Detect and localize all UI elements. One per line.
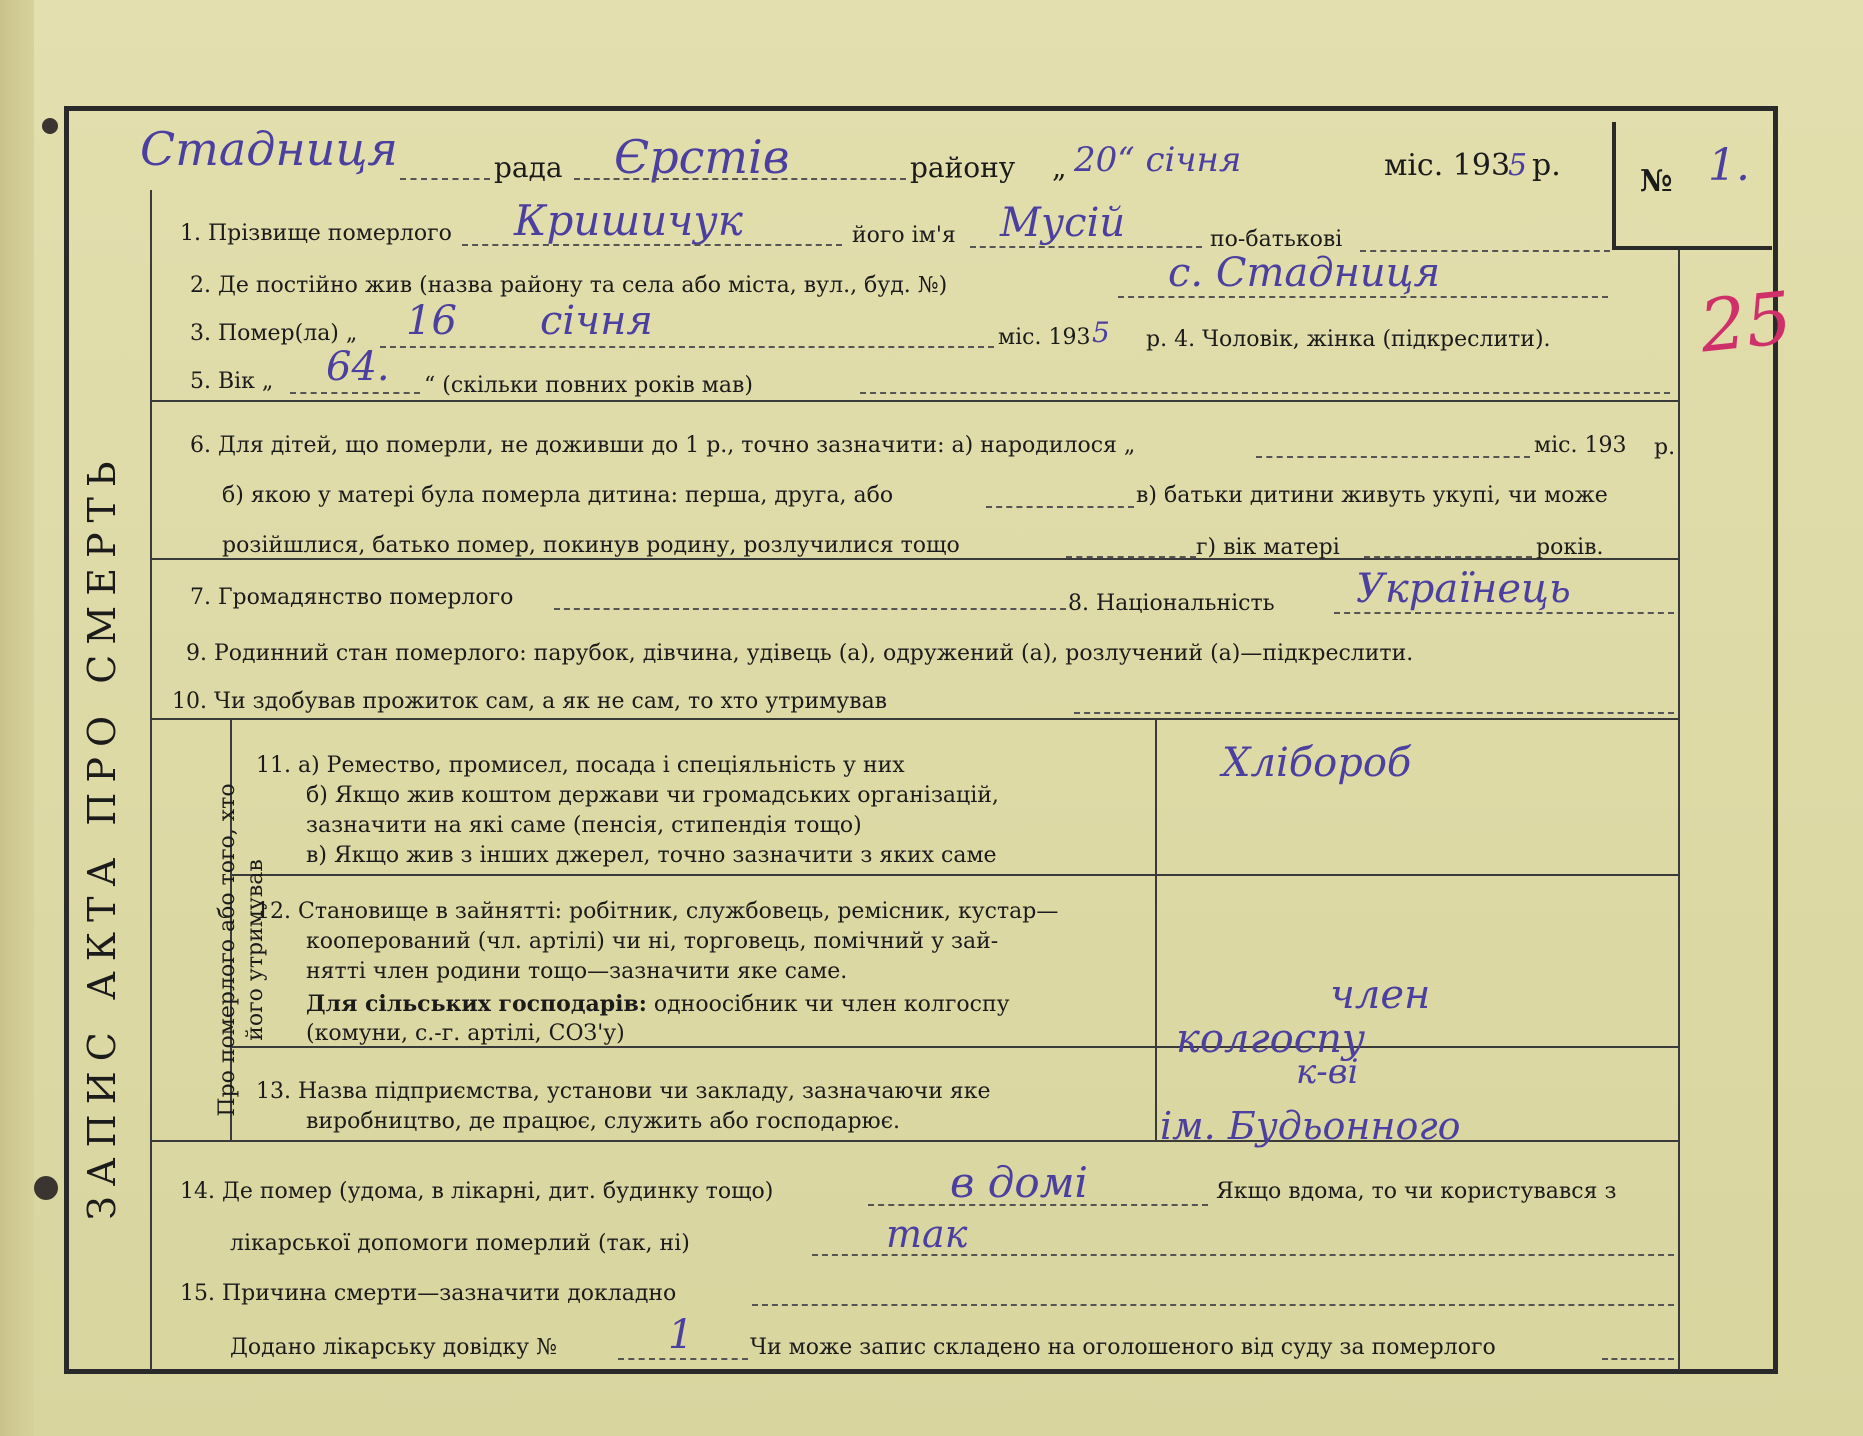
rada-label: рада [494,151,563,184]
fill-line [1364,556,1532,558]
hw-village: Стадниця [140,122,398,176]
field-13-line-2: виробництво, де працює, служить або господарює. [306,1109,901,1134]
paper-binding-edge [0,0,34,1436]
number-label: № [1640,164,1673,199]
hw-surname: Кришичук [514,196,743,245]
hw-employment-1: член [1330,972,1431,1018]
field-12-line-1: 12. Становище в зайнятті: робітник, службовець, ремісник, кустар— [256,899,1059,924]
field-8-label: 8. Національність [1068,591,1275,616]
hw-age: 64. [326,344,390,390]
field-5-suffix: “ (скільки повних років мав) [424,373,754,398]
field-7-label: 7. Громадянство померлого [190,585,514,610]
left-column-divider [150,190,152,1370]
field-4-label: р. 4. Чоловік, жінка (підкреслити). [1146,327,1551,352]
red-register-mark: 25 [1695,275,1796,369]
hw-certificate-number: 1 [668,1312,694,1358]
fill-line [1602,1358,1674,1360]
hw-number: 1. [1708,140,1750,191]
document-title: ЗАПИС АКТА ПРО СМЕРТЬ [80,451,124,1220]
field-11-b-line-1: б) Якщо жив коштом держави чи громадських організацій, [306,783,999,808]
field-9-label: 9. Родинний стан померлого: парубок, дівчина, удівець (а), одружений (а), розлучений (а)—підкреслити. [186,641,1414,666]
fill-line [1118,296,1608,298]
field-12-line-5: (комуни, с.-г. артілі, СОЗ'у) [306,1021,625,1046]
hw-death-year: 5 [1092,316,1110,349]
field-6-line-2-end: в) батьки дитини живуть укупі, чи може [1136,483,1608,508]
field-3-month-label: міс. 193 [998,325,1091,350]
fill-line [574,178,906,180]
field-6-line-3: розійшлися, батько помер, покинув родину, розлучилися тощо [222,533,960,558]
fill-line [868,1204,1208,1206]
hw-rada: Єрстів [614,130,790,184]
field-6-line-2: б) якою у матері була померла дитина: перша, друга, або [222,483,894,508]
hw-death-day: 16 [406,298,457,344]
section-rule [230,874,1680,876]
hw-occupation: Хлібороб [1222,740,1412,786]
support-section-title: Про померлого або того, хто його утримував [215,783,268,1117]
hw-medical-help: так [886,1212,968,1256]
field-12-farmers-label: Для сільських господарів: [306,991,647,1017]
field-14-line-2: лікарської допомоги померлий (так, ні) [230,1231,690,1256]
fill-line [986,506,1134,508]
fill-line [290,392,420,394]
field-15-label: 15. Причина смерти—зазначити докладно [180,1281,677,1306]
raion-label: району [910,151,1016,184]
fill-line [1334,612,1674,614]
section-rule [150,718,1680,720]
hw-workplace-2: ім. Будьонного [1160,1104,1461,1148]
hw-residence: с. Стадниця [1168,250,1441,296]
field-6-month-label: міс. 193 [1534,433,1627,458]
hw-year: 5 [1508,148,1528,183]
field-1-patronymic-label: по-батькові [1210,227,1343,252]
field-14-line-1-end: Якщо вдома, то чи користувався з [1216,1179,1617,1204]
field-10-label: 10. Чи здобував прожиток сам, а як не сам, то хто утримував [172,689,888,714]
hw-death-month: січня [540,298,653,344]
field-12-line-2: кооперований (чл. артілі) чи ні, торговець, помічний у зай- [306,929,999,954]
year-suffix: р. [1532,148,1561,183]
field-2-label: 2. Де постійно жив (назва району та села або міста, вул., буд. №) [190,273,948,298]
punch-hole [42,118,58,134]
hw-death-place: в домі [950,1158,1088,1207]
hw-date: 20“ січня [1074,140,1242,180]
hw-workplace-1: к-ві [1296,1052,1359,1092]
field-11-b-line-2: зазначити на які саме (пенсія, стипендія тощо) [306,813,862,838]
fill-line [554,608,1066,610]
field-6-year-suffix: р. [1654,435,1676,460]
mis-label: міс. 193 [1384,148,1511,183]
answer-column-divider [1155,720,1157,1140]
fill-line [1256,456,1324,458]
punch-hole [34,1176,58,1200]
field-3-label: 3. Помер(ла) „ [190,321,358,346]
field-12-line-4 [306,990,1010,1019]
fill-line [1066,556,1196,558]
field-6-line-1: 6. Для дітей, що померли, не доживши до 1 р., точно зазначити: а) народилося „ [190,433,1136,458]
fill-line [618,1358,748,1360]
field-13-line-1: 13. Назва підприємства, установи чи закладу, зазначаючи яке [256,1079,991,1104]
fill-line [1074,712,1674,714]
field-1-label: 1. Прізвище померлого [180,221,452,246]
fill-line [400,178,490,180]
field-5-label: 5. Вік „ [190,369,274,394]
court-record-question: Чи може запис складено на оголошеного від суду за померлого [750,1335,1496,1360]
date-quote: „ [1052,151,1067,184]
right-margin-divider [1678,250,1680,1370]
hw-nationality: Українець [1356,566,1571,612]
field-12-farmers-text: одноосібник чи член колгоспу [646,992,1010,1017]
field-14-line-1: 14. Де помер (удома, в лікарні, дит. будинку тощо) [180,1179,774,1204]
field-6-years-suffix: років. [1536,535,1604,560]
fill-line [860,392,1670,394]
fill-line [752,1304,1674,1306]
fill-line [462,244,842,246]
field-11-c: в) Якщо жив з інших джерел, точно зазначити з яких саме [306,843,997,868]
section-rule [150,400,1680,402]
hw-first-name: Мусій [1000,200,1126,246]
hw-employment-2: колгоспу [1176,1016,1366,1062]
fill-line [812,1254,1674,1256]
fill-line [970,246,1202,248]
fill-line [380,346,994,348]
field-12-line-3: нятті член родини тощо—зазначити яке саме. [306,959,848,984]
field-6-mother-age-label: г) вік матері [1196,535,1340,560]
field-11-a: 11. а) Ремество, промисел, посада і спеціяльність у них [256,753,905,778]
fill-line [1320,456,1530,458]
field-1-name-label: його ім'я [852,223,956,248]
medical-certificate-label: Додано лікарську довідку № [230,1335,557,1360]
